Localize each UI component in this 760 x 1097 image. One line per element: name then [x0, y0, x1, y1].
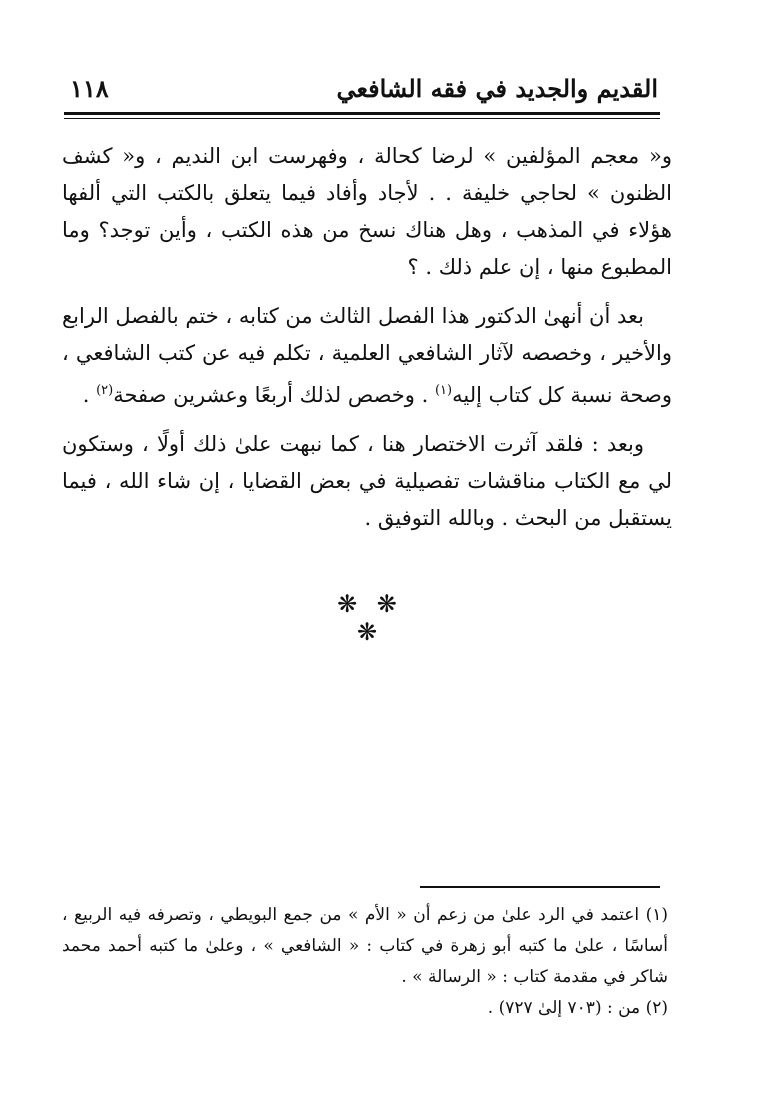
footnote-1: (١) اعتمد في الرد علىٰ من زعم أن « الأم » من جمع البويطي ، وتصرفه فيه الربيع ، أساسًا ، علىٰ ما كتبه أبو زهرة في كتاب : « الشافعي » ، وعلىٰ ما كتبه أحمد محمد شاكر في مقدمة كتاب : « الرسالة » . [62, 905, 668, 987]
page-number: ١١٨ [70, 74, 109, 103]
footnotes [62, 900, 668, 1024]
header-rule-thin [64, 118, 660, 119]
footnote-2: (٢) من : (٧٠٣ إلىٰ ٧٢٧) . [487, 998, 668, 1018]
paragraph-1: و« معجم المؤلفين » لرضا كحالة ، وفهرست ابن النديم ، و« كشف الظنون » لحاجي خليفة . . لأجاد وأفاد فيما يتعلق بالكتب التي ألفها هؤلاء في المذهب ، وهل هناك نسخ من هذه الكتب ، وأين توجد؟ وما المطبوع منها ، إن علم ذلك . ؟ [62, 144, 672, 279]
header-rule-thick [64, 112, 660, 115]
section-separator: ❋ ❋ ❋ [337, 590, 403, 646]
paragraph-2 [62, 298, 672, 414]
page-header [70, 72, 658, 106]
paragraph-2-end: . [82, 383, 97, 407]
running-title: القديم والجديد في فقه الشافعي [336, 74, 658, 103]
footnote-ref-1: (١) [434, 383, 453, 398]
paragraph-3: وبعد : فلقد آثرت الاختصار هنا ، كما نبهت علىٰ ذلك أولًا ، وستكون لي مع الكتاب مناقشات تفصيلية في بعض القضايا ، إن شاء الله ، فيما يستقبل من البحث . وبالله التوفيق . [62, 432, 672, 530]
footnote-rule [420, 886, 660, 888]
paragraph-2-text: بعد أن أنهىٰ الدكتور هذا الفصل الثالث من كتابه ، ختم بالفصل الرابع والأخير ، وخصصه لآثار الشافعي العلمية ، تكلم فيه عن كتب الشافعي ، وصحة نسبة كل كتاب إليه [62, 304, 672, 407]
paragraph-2-middle: . وخصص لذلك أربعًا وعشرين صفحة [113, 383, 435, 407]
main-text [62, 138, 672, 549]
footnote-ref-2: (٢) [96, 383, 114, 398]
